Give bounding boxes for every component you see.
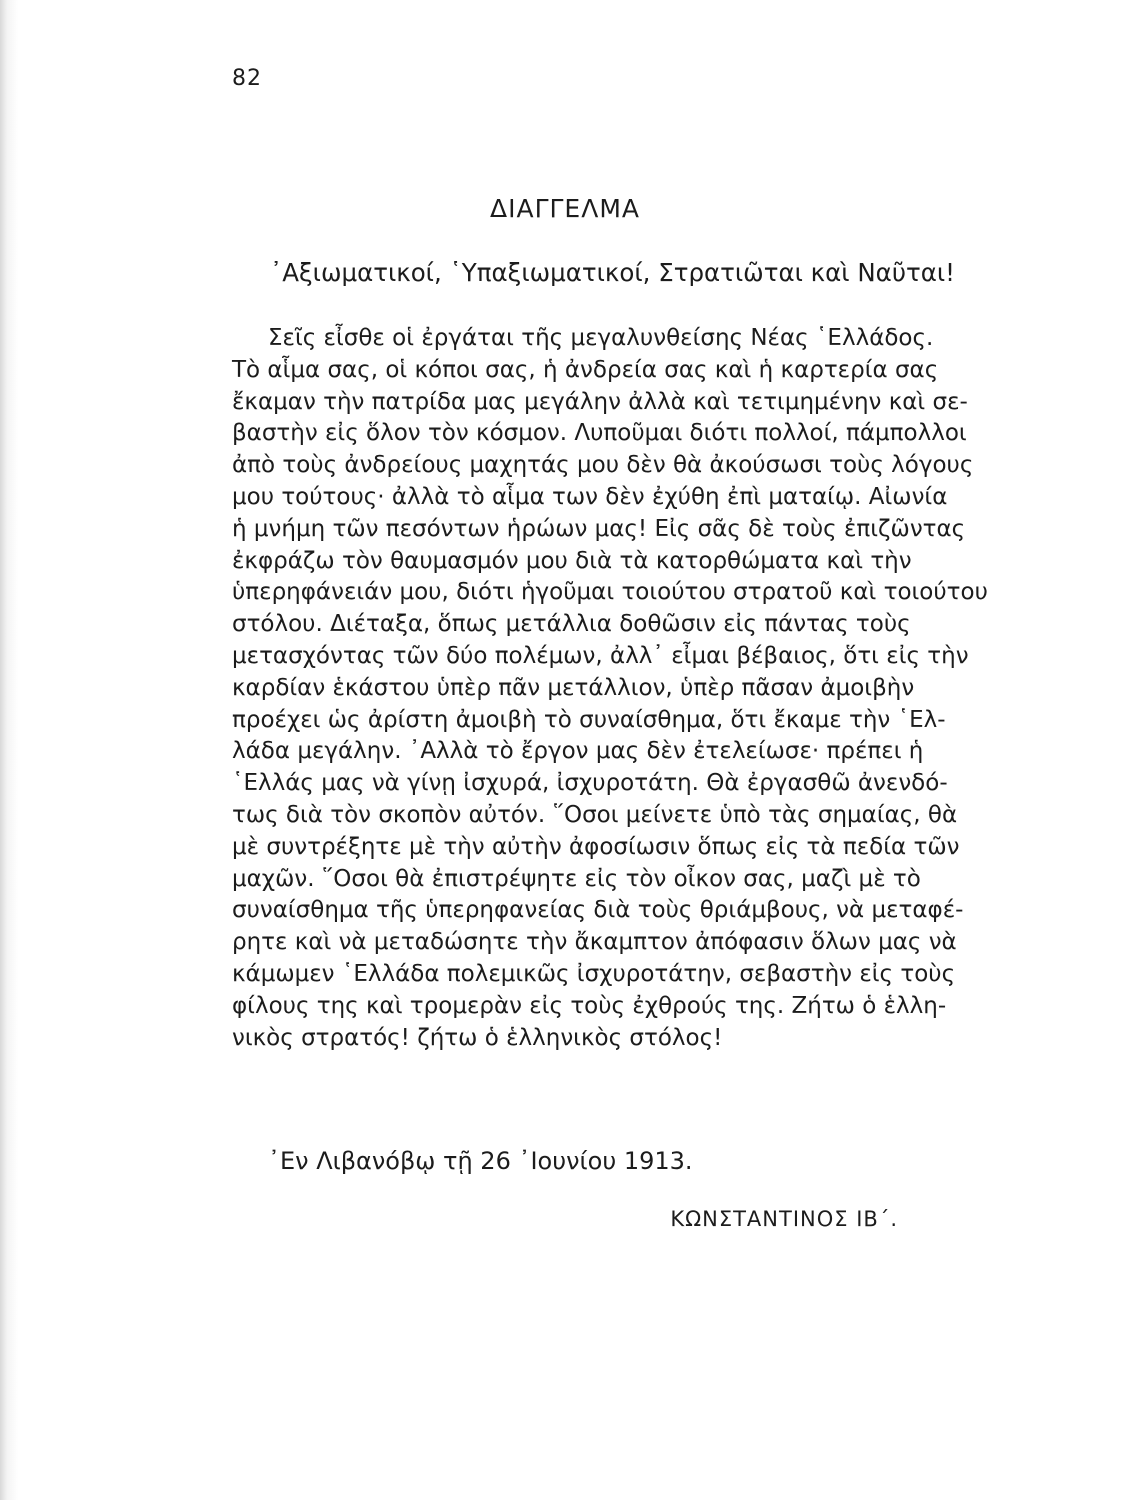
body-line: Τὸ αἷμα σας, οἱ κόποι σας, ἡ ἀνδρεία σας καὶ ἡ καρτερία σας [232, 356, 939, 383]
body-line: συναίσθημα τῆς ὑπερηφανείας διὰ τοὺς θριάμβους, νὰ μεταφέ- [232, 897, 964, 924]
body-line: στόλου. Διέταξα, ὅπως μετάλλια δοθῶσιν εἰς πάντας τοὺς [232, 611, 911, 638]
proclamation-title: ΔΙΑΓΓΕΛΜΑ [489, 194, 641, 223]
body-line: κάμωμεν ῾Ελλάδα πολεμικῶς ἰσχυροτάτην, σεβαστὴν εἰς τοὺς [232, 960, 956, 987]
page-edge-shadow [0, 0, 18, 1500]
body-line: μὲ συντρέξητε μὲ τὴν αὐτὴν ἀφοσίωσιν ὅπως εἰς τὰ πεδία τῶν [232, 833, 960, 860]
body-line: τως διὰ τὸν σκοπὸν αὐτόν. ῞Οσοι μείνετε ὑπὸ τὰς σημαίας, θὰ [232, 801, 958, 828]
page-number: 82 [232, 66, 262, 91]
body-line: ρητε καὶ νὰ μεταδώσητε τὴν ἄκαμπτον ἀπόφασιν ὅλων μας νὰ [232, 929, 957, 956]
body-line: ἐκφράζω τὸν θαυμασμόν μου διὰ τὰ κατορθώματα καὶ τὴν [232, 547, 912, 574]
body-line: ὑπερηφάνειάν μου, διότι ἡγοῦμαι τοιούτου στρατοῦ καὶ τοιούτου [232, 579, 988, 606]
body-line: λάδα μεγάλην. ᾿Αλλὰ τὸ ἔργον μας δὲν ἐτελείωσε· πρέπει ἡ [232, 738, 924, 765]
body-line: προέχει ὡς ἀρίστη ἀμοιβὴ τὸ συναίσθημα, ὅτι ἔκαμε τὴν ῾Ελ- [232, 706, 946, 733]
salutation: ᾿Αξιωματικοί, ῾Υπαξιωματικοί, Στρατιῶται καὶ Ναῦται! [270, 258, 956, 287]
body-line: ἡ μνήμη τῶν πεσόντων ἡρώων μας! Εἰς σᾶς δὲ τοὺς ἐπιζῶντας [232, 515, 966, 542]
body-line: ἔκαμαν τὴν πατρίδα μας μεγάλην ἀλλὰ καὶ τετιμημένην καὶ σε- [232, 388, 968, 415]
proclamation-body [232, 323, 988, 1054]
body-line: μου τούτους· ἀλλὰ τὸ αἷμα των δὲν ἐχύθη ἐπὶ ματαίῳ. Αἰωνία [232, 483, 948, 510]
dateline: ᾿Εν Λιβανόβῳ τῇ 26 ᾿Ιουνίου 1913. [268, 1147, 693, 1175]
body-line: βαστὴν εἰς ὅλον τὸν κόσμον. Λυποῦμαι διότι πολλοί, πάμπολλοι [232, 420, 967, 447]
body-line: φίλους της καὶ τρομερὰν εἰς τοὺς ἐχθρούς της. Ζήτω ὁ ἑλλη- [232, 992, 947, 1019]
body-line: καρδίαν ἑκάστου ὑπὲρ πᾶν μετάλλιον, ὑπὲρ πᾶσαν ἀμοιβὴν [232, 674, 915, 701]
body-line: ἀπὸ τοὺς ἀνδρείους μαχητάς μου δὲν θὰ ἀκούσωσι τοὺς λόγους [232, 452, 974, 479]
signature: ΚΩΝΣΤΑΝΤΙΝΟΣ ΙΒ΄. [670, 1207, 898, 1231]
body-line: νικὸς στρατός! ζήτω ὁ ἑλληνικὸς στόλος! [232, 1024, 723, 1051]
body-line: μαχῶν. ῞Οσοι θὰ ἐπιστρέψητε εἰς τὸν οἶκον σας, μαζὶ μὲ τὸ [232, 865, 921, 892]
body-line: μετασχόντας τῶν δύο πολέμων, ἀλλ᾿ εἶμαι βέβαιος, ὅτι εἰς τὴν [232, 642, 969, 669]
body-line: ῾Ελλάς μας νὰ γίνῃ ἰσχυρά, ἰσχυροτάτη. Θὰ ἐργασθῶ ἀνενδό- [232, 770, 948, 797]
body-line: Σεῖς εἶσθε οἱ ἐργάται τῆς μεγαλυνθείσης Νέας ῾Ελλάδος. [268, 325, 934, 351]
